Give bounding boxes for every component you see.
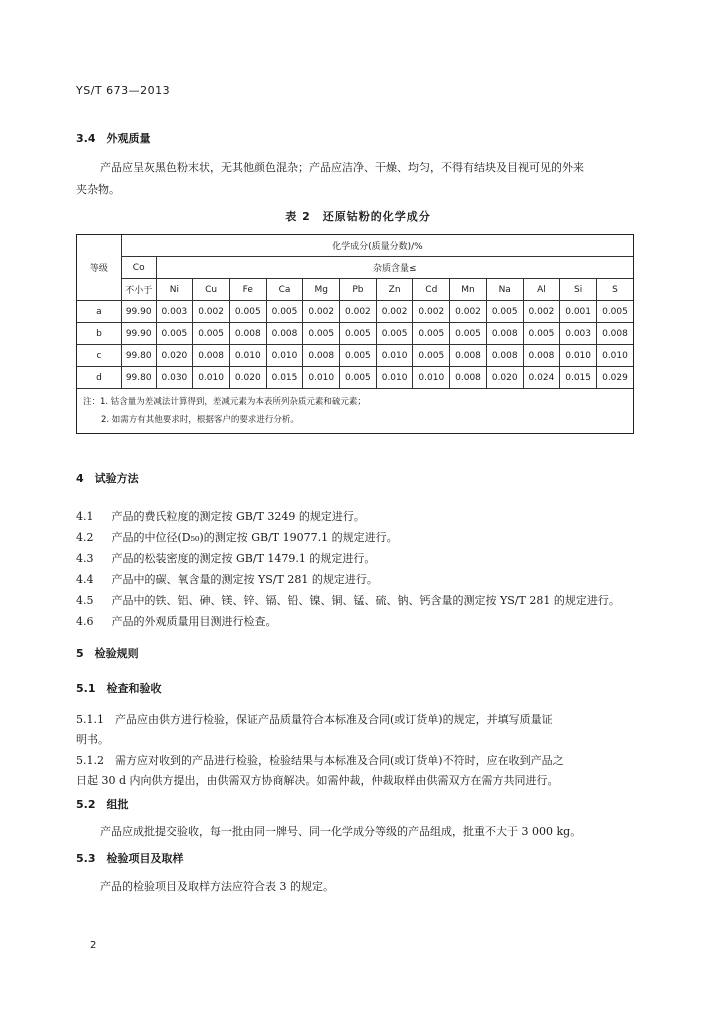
page-number: 2 (90, 940, 97, 951)
impurity-header: S (596, 279, 633, 301)
table-row (77, 345, 634, 367)
impurity-header: Si (560, 279, 597, 301)
section-5-1-1-line1: 5.1.1 产品应由供方进行检验，保证产品质量符合本标准及合同(或订货单)的规定，并填写质量证 (76, 713, 553, 726)
item-text: 产品的松装密度的测定按 GB/T 1479.1 的规定进行。 (111, 552, 376, 565)
co-cell: 99.80 (121, 367, 156, 389)
section-5-1-1-line2: 明书。 (76, 733, 109, 746)
value-cell: 0.005 (376, 323, 413, 345)
value-cell: 0.005 (413, 323, 450, 345)
value-cell: 0.002 (376, 301, 413, 323)
table-note (77, 389, 634, 434)
value-cell: 0.030 (156, 367, 193, 389)
value-cell: 0.005 (340, 345, 377, 367)
section-3-4-heading: 3.4 外观质量 (76, 132, 151, 145)
value-cell: 0.003 (560, 323, 597, 345)
value-cell: 0.008 (450, 345, 487, 367)
grade-header: 等级 (77, 235, 122, 301)
table-2-caption: 表 2 还原钴粉的化学成分 (285, 210, 431, 223)
co-sub-header: 不小于 (121, 279, 156, 301)
section-4-6 (76, 613, 277, 629)
value-cell: 0.010 (193, 367, 230, 389)
table-row (77, 367, 634, 389)
value-cell: 0.010 (266, 345, 303, 367)
value-cell: 0.015 (266, 367, 303, 389)
impurity-header: Ni (156, 279, 193, 301)
table-row (77, 301, 634, 323)
section-5-heading: 5 检验规则 (76, 647, 139, 660)
section-5-3-text: 产品的检验项目及取样方法应符合表 3 的规定。 (100, 880, 334, 893)
impurity-header: Al (523, 279, 560, 301)
value-cell: 0.005 (413, 345, 450, 367)
co-cell: 99.90 (121, 301, 156, 323)
value-cell: 0.015 (560, 367, 597, 389)
item-number: 4.1 (76, 510, 94, 523)
value-cell: 0.005 (523, 323, 560, 345)
value-cell: 0.005 (486, 301, 523, 323)
item-text: 产品的费氏粒度的测定按 GB/T 3249 的规定进行。 (111, 510, 365, 523)
item-text: 产品的外观质量用目测进行检查。 (111, 615, 277, 628)
section-4-3 (76, 550, 375, 566)
section-4-1 (76, 508, 365, 524)
co-cell: 99.80 (121, 345, 156, 367)
value-cell: 0.024 (523, 367, 560, 389)
co-cell: 99.90 (121, 323, 156, 345)
value-cell: 0.010 (596, 345, 633, 367)
item-number: 4.6 (76, 615, 94, 628)
impurity-header: Mg (303, 279, 340, 301)
value-cell: 0.005 (266, 301, 303, 323)
section-4-5 (76, 592, 620, 608)
impurity-header: Cd (413, 279, 450, 301)
grade-cell: d (77, 367, 122, 389)
value-cell: 0.005 (193, 323, 230, 345)
value-cell: 0.008 (523, 345, 560, 367)
value-cell: 0.005 (340, 367, 377, 389)
value-cell: 0.005 (156, 323, 193, 345)
value-cell: 0.010 (376, 367, 413, 389)
section-5-2-text: 产品应成批提交验收，每一批由同一牌号、同一化学成分等级的产品组成，批重不大于 3 000 kg。 (100, 825, 582, 838)
value-cell: 0.002 (413, 301, 450, 323)
section-3-4-text-line2: 夹杂物。 (76, 183, 120, 196)
value-cell: 0.008 (229, 323, 266, 345)
impurity-header: Na (486, 279, 523, 301)
item-text: 产品的中位径(D₅₀)的测定按 GB/T 19077.1 的规定进行。 (111, 531, 398, 544)
item-number: 4.4 (76, 573, 94, 586)
impurity-group-header: 杂质含量≤ (156, 257, 633, 279)
table-note-2: 2. 如需方有其他要求时，根据客户的要求进行分析。 (101, 415, 299, 425)
grade-cell: c (77, 345, 122, 367)
value-cell: 0.008 (596, 323, 633, 345)
value-cell: 0.008 (193, 345, 230, 367)
value-cell: 0.002 (303, 301, 340, 323)
section-5-1-2-line1: 5.1.2 需方应对收到的产品进行检验，检验结果与本标准及合同(或订货单)不符时，应在收到产品之 (76, 754, 564, 767)
value-cell: 0.005 (340, 323, 377, 345)
value-cell: 0.029 (596, 367, 633, 389)
impurity-header: Mn (450, 279, 487, 301)
impurity-header: Cu (193, 279, 230, 301)
value-cell: 0.005 (229, 301, 266, 323)
standard-header: YS/T 673—2013 (76, 84, 171, 97)
grade-cell: a (77, 301, 122, 323)
value-cell: 0.020 (156, 345, 193, 367)
section-5-2-heading: 5.2 组批 (76, 798, 129, 811)
section-5-3-heading: 5.3 检验项目及取样 (76, 852, 184, 865)
value-cell: 0.010 (376, 345, 413, 367)
table-row (77, 323, 634, 345)
section-4-2 (76, 529, 398, 545)
item-number: 4.3 (76, 552, 94, 565)
value-cell: 0.010 (560, 345, 597, 367)
item-number: 4.2 (76, 531, 94, 544)
value-cell: 0.020 (229, 367, 266, 389)
impurity-header: Ca (266, 279, 303, 301)
value-cell: 0.010 (229, 345, 266, 367)
section-4-4 (76, 571, 378, 587)
grade-cell: b (77, 323, 122, 345)
value-cell: 0.008 (486, 323, 523, 345)
value-cell: 0.008 (266, 323, 303, 345)
section-5-1-2-line2: 日起 30 d 内向供方提出，由供需双方协商解决。如需仲裁，仲裁取样由供需双方在需方共同进行。 (76, 774, 559, 787)
composition-group-header: 化学成分(质量分数)/% (121, 235, 633, 257)
item-number: 4.5 (76, 594, 94, 607)
value-cell: 0.010 (413, 367, 450, 389)
value-cell: 0.001 (560, 301, 597, 323)
section-5-1-heading: 5.1 检查和验收 (76, 682, 162, 695)
value-cell: 0.002 (340, 301, 377, 323)
chemical-composition-table (76, 234, 634, 434)
value-cell: 0.002 (450, 301, 487, 323)
co-header: Co (121, 257, 156, 279)
value-cell: 0.005 (596, 301, 633, 323)
impurity-header: Fe (229, 279, 266, 301)
impurity-header: Zn (376, 279, 413, 301)
value-cell: 0.003 (156, 301, 193, 323)
section-4-heading: 4 试验方法 (76, 472, 139, 485)
value-cell: 0.002 (523, 301, 560, 323)
item-text: 产品中的碳、氧含量的测定按 YS/T 281 的规定进行。 (111, 573, 378, 586)
table-note-1: 注：1. 钴含量为差减法计算得到，差减元素为本表所列杂质元素和硫元素； (83, 397, 366, 407)
section-3-4-text-line1: 产品应呈灰黑色粉末状，无其他颜色混杂；产品应洁净、干燥、均匀，不得有结块及目视可见的外来 (100, 161, 584, 174)
item-text: 产品中的铁、铝、砷、镁、锌、镉、铅、镍、铜、锰、硫、钠、钙含量的测定按 YS/T 281 的规定进行。 (111, 594, 620, 607)
value-cell: 0.005 (303, 323, 340, 345)
value-cell: 0.020 (486, 367, 523, 389)
value-cell: 0.008 (303, 345, 340, 367)
value-cell: 0.005 (450, 323, 487, 345)
impurity-header: Pb (340, 279, 377, 301)
value-cell: 0.008 (486, 345, 523, 367)
value-cell: 0.002 (193, 301, 230, 323)
value-cell: 0.010 (303, 367, 340, 389)
value-cell: 0.008 (450, 367, 487, 389)
